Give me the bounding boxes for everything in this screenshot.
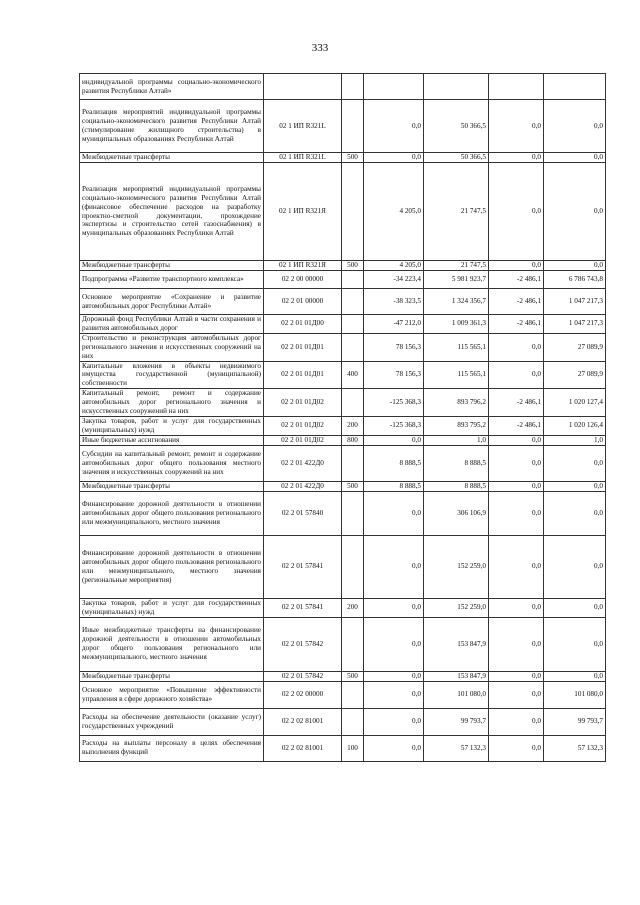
row-amount-2: 893 796,2	[424, 389, 489, 417]
row-expense-type	[342, 271, 364, 289]
row-name: Закупка товаров, работ и услуг для государственных (муниципальных) нужд	[80, 416, 264, 435]
row-amount-2: 152 259,0	[424, 535, 489, 598]
row-amount-1: 78 156,3	[364, 361, 424, 389]
row-expense-type	[342, 708, 364, 735]
row-name: Расходы на обеспечение деятельности (оказание услуг) государственных учреждений	[80, 708, 264, 735]
row-amount-4: 0,0	[544, 163, 606, 261]
row-amount-2: 21 747,5	[424, 163, 489, 261]
row-amount-1: 8 888,5	[364, 481, 424, 491]
row-amount-1: 0,0	[364, 153, 424, 163]
row-name: Основное мероприятие «Повышение эффективности управления в сфере дорожного хозяйства»	[80, 681, 264, 708]
table-row	[80, 481, 606, 491]
row-name: Иные бюджетные ассигнования	[80, 435, 264, 445]
row-amount-2: 21 747,5	[424, 261, 489, 271]
row-name: Реализация мероприятий индивидуальной программы социально-экономического развития Республики Алтай (стимулирование жилищного строительства) в муниципальных образованиях Республики Алтай	[80, 100, 264, 153]
row-name: Субсидии на капитальный ремонт, ремонт и содержание автомобильных дорог общего пользования местного значения и искусственных сооружений на них	[80, 445, 264, 481]
row-amount-2: 8 888,5	[424, 481, 489, 491]
row-amount-2: 50 366,5	[424, 153, 489, 163]
row-expense-type	[342, 491, 364, 535]
table-row	[80, 100, 606, 153]
row-amount-3: -2 486,1	[489, 416, 544, 435]
table-row	[80, 389, 606, 417]
row-code: 02 1 ИП R321L	[264, 153, 342, 163]
row-amount-3: 0,0	[489, 735, 544, 761]
row-expense-type: 500	[342, 261, 364, 271]
row-expense-type	[342, 333, 364, 361]
row-name: Межбюджетные трансферты	[80, 261, 264, 271]
row-code: 02 2 01 00000	[264, 289, 342, 315]
row-amount-1: -34 223,4	[364, 271, 424, 289]
row-amount-2: 50 366,5	[424, 100, 489, 153]
row-code: 02 2 01 01Д02	[264, 416, 342, 435]
row-amount-4: 99 793,7	[544, 708, 606, 735]
row-name: Межбюджетные трансферты	[80, 671, 264, 681]
row-amount-1	[364, 74, 424, 100]
row-name: Капитальный ремонт, ремонт и содержание автомобильных дорог регионального значения и искусственных сооружений на них	[80, 389, 264, 417]
row-amount-2: 893 795,2	[424, 416, 489, 435]
row-amount-4: 0,0	[544, 617, 606, 671]
table-row	[80, 289, 606, 315]
row-code: 02 2 01 57842	[264, 671, 342, 681]
row-expense-type: 500	[342, 153, 364, 163]
row-amount-2: 152 259,0	[424, 598, 489, 617]
row-amount-3: 0,0	[489, 681, 544, 708]
row-expense-type	[342, 535, 364, 598]
row-amount-3	[489, 74, 544, 100]
row-amount-4: 0,0	[544, 491, 606, 535]
row-name: Капитальные вложения в объекты недвижимого имущества государственной (муниципальной) собственности	[80, 361, 264, 389]
table-row	[80, 735, 606, 761]
row-amount-2: 153 847,9	[424, 671, 489, 681]
row-amount-3: -2 486,1	[489, 271, 544, 289]
row-amount-2: 1,0	[424, 435, 489, 445]
table-row	[80, 435, 606, 445]
row-amount-3: 0,0	[489, 535, 544, 598]
row-code: 02 2 00 00000	[264, 271, 342, 289]
row-amount-4: 1 020 126,4	[544, 416, 606, 435]
row-name: Реализация мероприятий индивидуальной программы социально-экономического развития Республики Алтай (финансовое обеспечение расходов на разработку проектно-сметной документации, прохождение экспертизы и строительство сетей газоснабжения) в муниципальных образованиях Республики Алтай	[80, 163, 264, 261]
row-code: 02 2 01 57841	[264, 598, 342, 617]
row-expense-type	[342, 445, 364, 481]
row-name: Основное мероприятие «Сохранение и развитие автомобильных дорог Республики Алтай»	[80, 289, 264, 315]
row-amount-2: 1 009 361,3	[424, 315, 489, 334]
row-amount-1: 0,0	[364, 535, 424, 598]
row-amount-3: 0,0	[489, 435, 544, 445]
table-row	[80, 598, 606, 617]
row-amount-2: 101 080,0	[424, 681, 489, 708]
row-name: Строительство и реконструкция автомобильных дорог регионального значения и искусственных сооружений на них	[80, 333, 264, 361]
budget-table	[79, 73, 606, 762]
row-amount-3: 0,0	[489, 671, 544, 681]
row-amount-2: 5 981 923,7	[424, 271, 489, 289]
row-amount-4: 1 020 127,4	[544, 389, 606, 417]
row-expense-type: 200	[342, 598, 364, 617]
row-expense-type: 400	[342, 361, 364, 389]
row-amount-1: 78 156,3	[364, 333, 424, 361]
row-amount-2: 115 565,1	[424, 361, 489, 389]
row-expense-type	[342, 74, 364, 100]
row-amount-3: -2 486,1	[489, 315, 544, 334]
row-amount-2: 306 106,9	[424, 491, 489, 535]
row-amount-1: 0,0	[364, 491, 424, 535]
row-expense-type	[342, 315, 364, 334]
row-name: Финансирование дорожной деятельности в отношении автомобильных дорог общего пользования регионального или межмуниципального, местного значения (региональные мероприятия)	[80, 535, 264, 598]
row-amount-2: 115 565,1	[424, 333, 489, 361]
row-code: 02 2 01 57842	[264, 617, 342, 671]
row-code: 02 2 01 01Д01	[264, 333, 342, 361]
table-row	[80, 681, 606, 708]
row-code: 02 1 ИП R321L	[264, 100, 342, 153]
row-amount-3: 0,0	[489, 617, 544, 671]
row-code: 02 2 01 01Д02	[264, 389, 342, 417]
row-amount-1: -47 212,0	[364, 315, 424, 334]
row-amount-3: 0,0	[489, 481, 544, 491]
row-amount-4	[544, 74, 606, 100]
row-amount-4: 0,0	[544, 100, 606, 153]
row-amount-3: -2 486,1	[489, 389, 544, 417]
row-amount-3: 0,0	[489, 598, 544, 617]
row-expense-type: 500	[342, 671, 364, 681]
row-amount-3: 0,0	[489, 163, 544, 261]
row-amount-3: 0,0	[489, 261, 544, 271]
row-name: Иные межбюджетные трансферты на финансирование дорожной деятельности в отношении автомобильных дорог общего пользования регионального или межмуниципального, местного значения	[80, 617, 264, 671]
table-row	[80, 416, 606, 435]
row-amount-4: 1 047 217,3	[544, 315, 606, 334]
row-amount-4: 57 132,3	[544, 735, 606, 761]
row-expense-type: 100	[342, 735, 364, 761]
table-row	[80, 708, 606, 735]
page-number: 333	[311, 42, 329, 54]
row-name: Межбюджетные трансферты	[80, 153, 264, 163]
table-row	[80, 535, 606, 598]
row-amount-4: 0,0	[544, 445, 606, 481]
row-code: 02 1 ИП R321Я	[264, 261, 342, 271]
table-row	[80, 163, 606, 261]
row-name: Финансирование дорожной деятельности в отношении автомобильных дорог общего пользования регионального или межмуниципального, местного значения	[80, 491, 264, 535]
row-amount-1: 0,0	[364, 598, 424, 617]
row-code: 02 2 01 57841	[264, 535, 342, 598]
row-expense-type: 800	[342, 435, 364, 445]
row-amount-1: 8 888,5	[364, 445, 424, 481]
row-amount-2: 1 324 356,7	[424, 289, 489, 315]
row-amount-4: 6 786 743,8	[544, 271, 606, 289]
row-amount-2: 153 847,9	[424, 617, 489, 671]
row-amount-4: 0,0	[544, 481, 606, 491]
table-row	[80, 261, 606, 271]
row-amount-1: 0,0	[364, 435, 424, 445]
row-amount-2	[424, 74, 489, 100]
row-amount-1: -125 368,3	[364, 389, 424, 417]
row-expense-type	[342, 289, 364, 315]
row-code: 02 2 02 00000	[264, 681, 342, 708]
row-code: 02 2 01 01Д01	[264, 361, 342, 389]
row-amount-4: 0,0	[544, 261, 606, 271]
row-amount-1: 0,0	[364, 617, 424, 671]
row-amount-1: 0,0	[364, 708, 424, 735]
row-amount-4: 0,0	[544, 671, 606, 681]
row-amount-4: 27 089,9	[544, 361, 606, 389]
row-amount-2: 8 888,5	[424, 445, 489, 481]
row-amount-2: 57 132,3	[424, 735, 489, 761]
row-code: 02 2 01 01Д00	[264, 315, 342, 334]
row-name: Закупка товаров, работ и услуг для государственных (муниципальных) нужд	[80, 598, 264, 617]
row-amount-4: 101 080,0	[544, 681, 606, 708]
row-code: 02 1 ИП R321Я	[264, 163, 342, 261]
row-amount-3: -2 486,1	[489, 289, 544, 315]
table-row	[80, 153, 606, 163]
row-name: Расходы на выплаты персоналу в целях обеспечения выполнения функций	[80, 735, 264, 761]
row-amount-3: 0,0	[489, 361, 544, 389]
table-row	[80, 271, 606, 289]
row-amount-3: 0,0	[489, 333, 544, 361]
row-code: 02 2 02 81001	[264, 735, 342, 761]
row-amount-4: 1 047 217,3	[544, 289, 606, 315]
budget-table-body	[80, 74, 606, 762]
row-expense-type	[342, 617, 364, 671]
row-amount-1: 0,0	[364, 681, 424, 708]
row-expense-type: 200	[342, 416, 364, 435]
table-row	[80, 491, 606, 535]
row-amount-4: 0,0	[544, 598, 606, 617]
row-amount-1: -38 323,5	[364, 289, 424, 315]
row-amount-1: 0,0	[364, 735, 424, 761]
row-amount-1: 4 205,0	[364, 261, 424, 271]
row-amount-4: 0,0	[544, 535, 606, 598]
row-name: Дорожный фонд Республики Алтай в части сохранения и развития автомобильных дорог	[80, 315, 264, 334]
row-amount-4: 1,0	[544, 435, 606, 445]
row-expense-type	[342, 163, 364, 261]
table-row	[80, 333, 606, 361]
row-amount-3: 0,0	[489, 153, 544, 163]
row-expense-type	[342, 681, 364, 708]
row-code: 02 2 02 81001	[264, 708, 342, 735]
row-name: Подпрограмма «Развитие транспортного комплекса»	[80, 271, 264, 289]
row-amount-3: 0,0	[489, 100, 544, 153]
row-name: Межбюджетные трансферты	[80, 481, 264, 491]
table-row	[80, 617, 606, 671]
table-row	[80, 315, 606, 334]
row-amount-4: 27 089,9	[544, 333, 606, 361]
row-expense-type: 500	[342, 481, 364, 491]
row-code: 02 2 01 01Д02	[264, 435, 342, 445]
row-amount-3: 0,0	[489, 445, 544, 481]
row-amount-1: 0,0	[364, 100, 424, 153]
row-amount-1: 0,0	[364, 671, 424, 681]
row-amount-1: -125 368,3	[364, 416, 424, 435]
table-row	[80, 671, 606, 681]
row-name: индивидуальной программы социально-экономического развития Республики Алтай»	[80, 74, 264, 100]
table-row	[80, 361, 606, 389]
row-code: 02 2 01 422Д0	[264, 481, 342, 491]
row-amount-4: 0,0	[544, 153, 606, 163]
row-expense-type	[342, 389, 364, 417]
row-expense-type	[342, 100, 364, 153]
table-row	[80, 74, 606, 100]
row-amount-2: 99 793,7	[424, 708, 489, 735]
row-amount-1: 4 205,0	[364, 163, 424, 261]
row-code	[264, 74, 342, 100]
row-code: 02 2 01 57840	[264, 491, 342, 535]
row-amount-3: 0,0	[489, 708, 544, 735]
row-code: 02 2 01 422Д0	[264, 445, 342, 481]
row-amount-3: 0,0	[489, 491, 544, 535]
table-row	[80, 445, 606, 481]
